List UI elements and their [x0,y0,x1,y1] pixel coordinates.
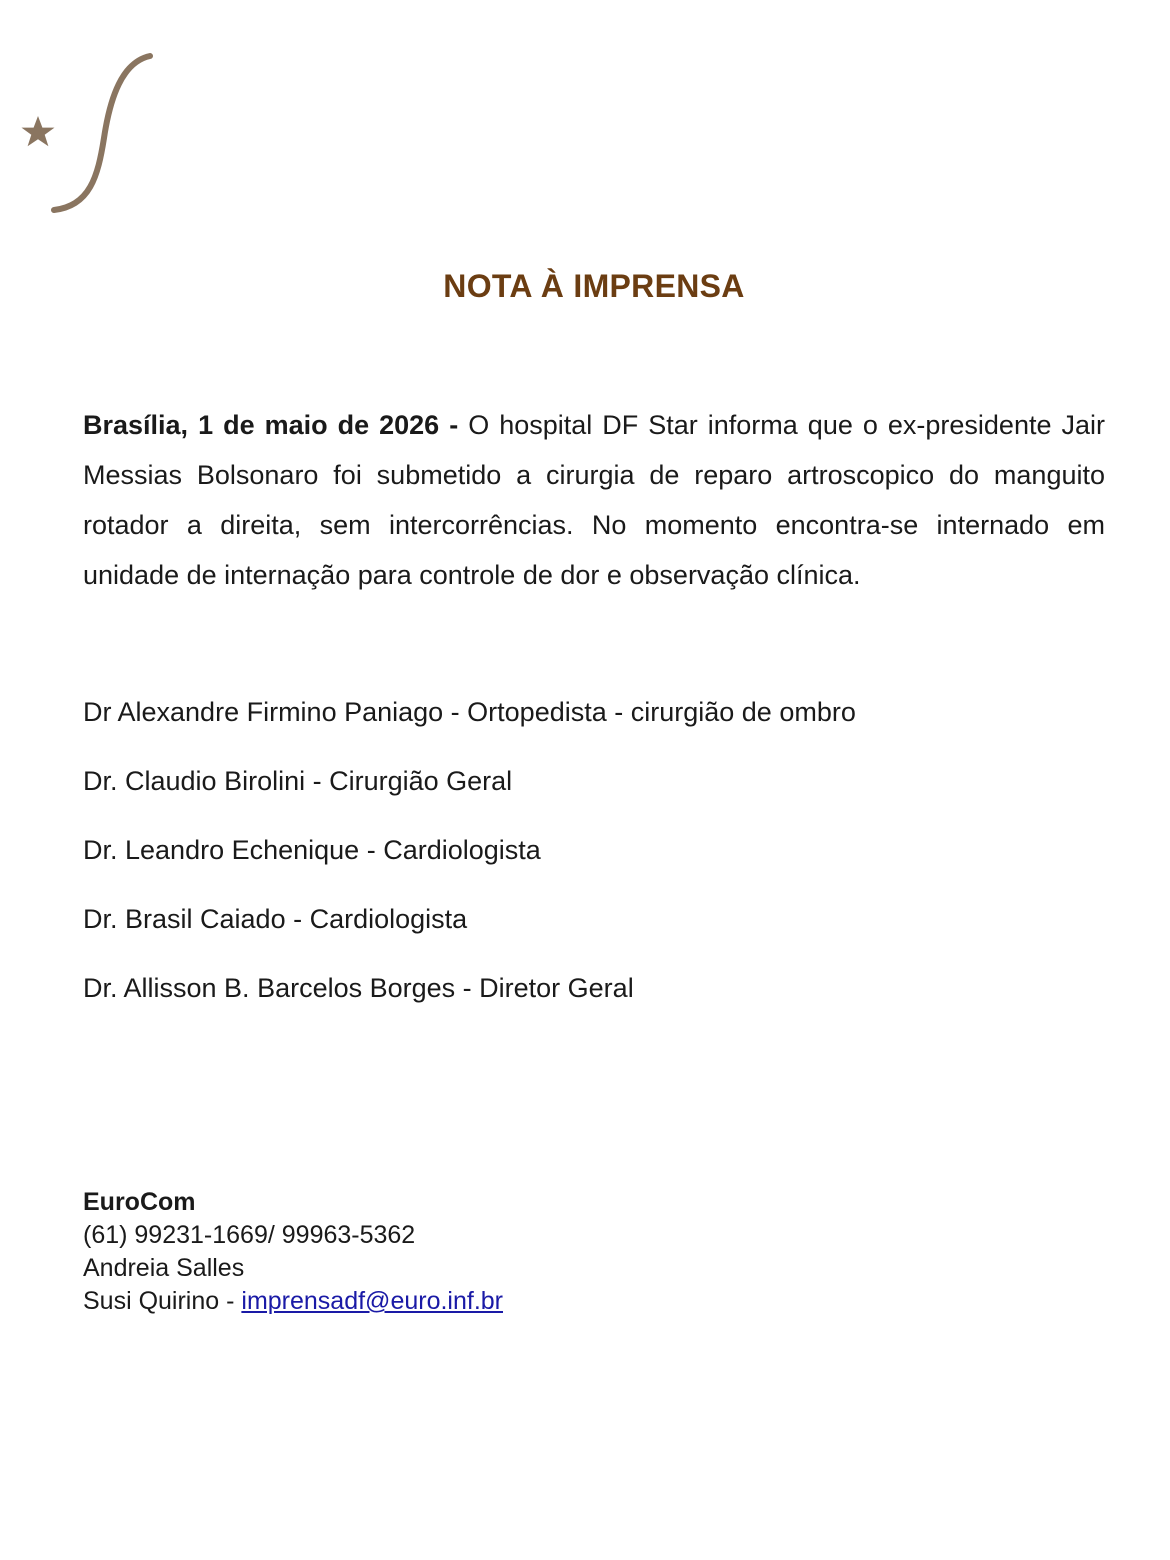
body-text: O hospital DF Star informa que o ex-presidente Jair Messias Bolsonaro foi submetido a cirurgia de reparo artroscopico do manguito rotador a direita, sem intercorrências. No momento encontra-se internado em unidade de internação para controle de dor e observação clínica. [83,410,1105,590]
page-title: NOTA À IMPRENSA [443,268,745,304]
dateline: Brasília, 1 de maio de 2026 - [83,410,459,440]
signatory-item: Dr Alexandre Firmino Paniago - Ortopedista - cirurgião de ombro [83,697,856,727]
signatory-item: Dr. Claudio Birolini - Cirurgião Geral [83,766,513,796]
press-release-body [83,400,1105,600]
star-icon [22,116,55,146]
contact-phone: (61) 99231-1669/ 99963-5362 [83,1221,416,1249]
signatory-item: Dr. Allisson B. Barcelos Borges - Diretor Geral [83,973,634,1003]
contact-person-email-line [83,1285,503,1318]
integral-swoosh-icon [54,56,150,210]
press-contact [83,1186,503,1318]
signatories-list [83,690,856,1035]
star-integral-logo-icon [14,48,164,218]
signatory-item: Dr. Leandro Echenique - Cardiologista [83,835,541,865]
signatory-item: Dr. Brasil Caiado - Cardiologista [83,904,468,934]
contact-person: Andreia Salles [83,1254,245,1282]
contact-org: EuroCom [83,1188,196,1216]
contact-person: Susi Quirino - [83,1287,242,1315]
contact-email-link[interactable]: imprensadf@euro.inf.br [241,1287,503,1315]
